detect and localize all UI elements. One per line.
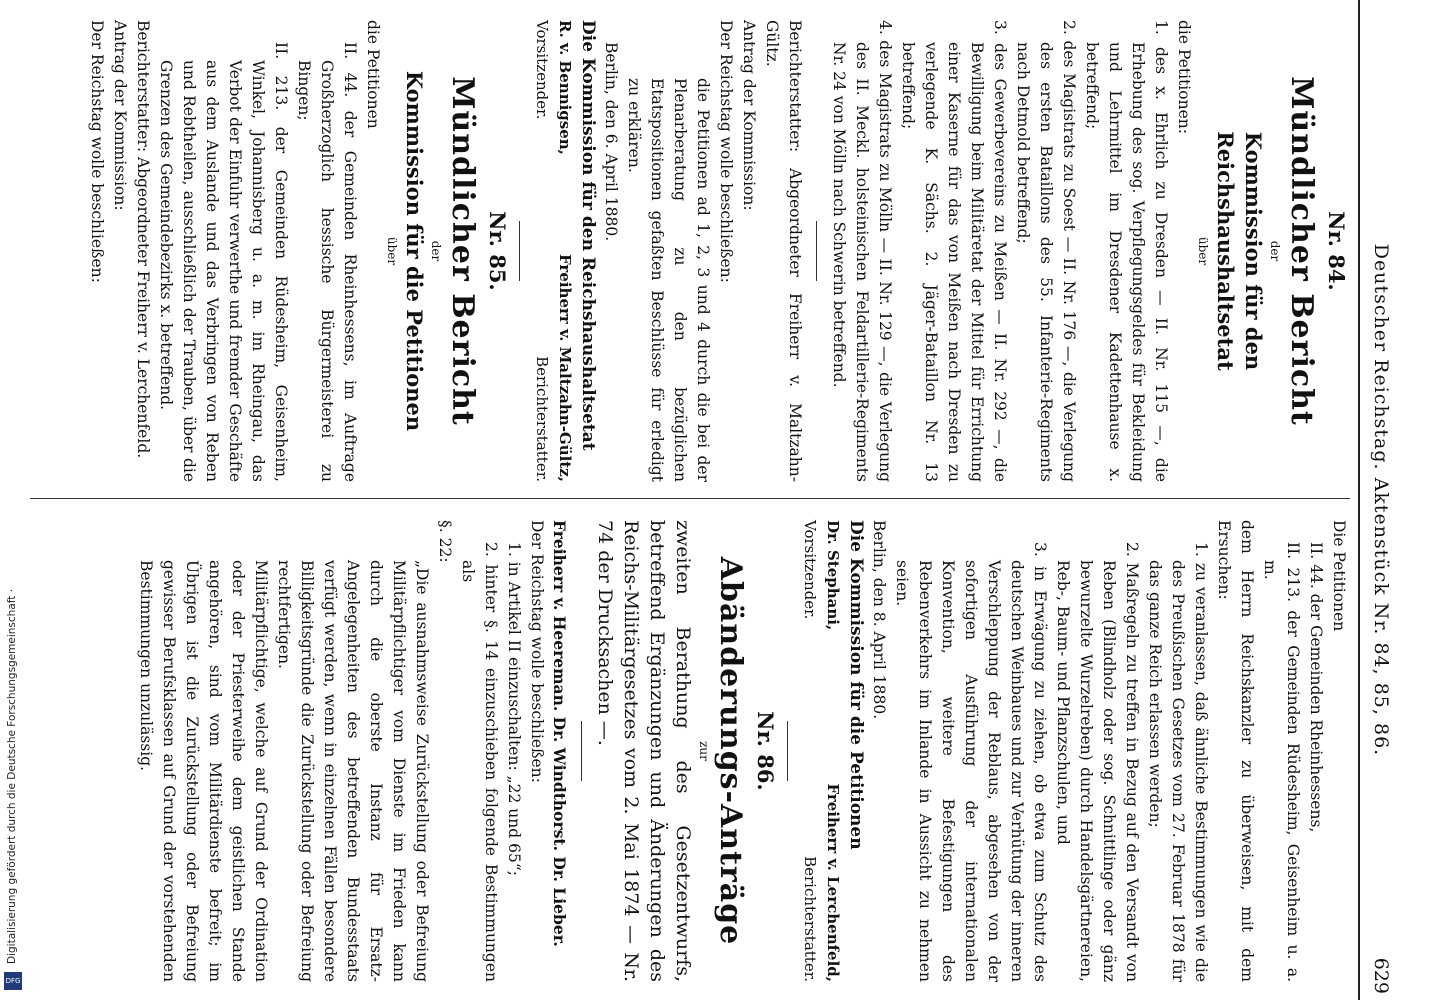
column-divider bbox=[30, 498, 1350, 499]
doc-number-84: Nr. 84. bbox=[1324, 211, 1349, 291]
funding-note: Digitalisierung gefördert durch die Deutsche Forschungsgemeinschaft · bbox=[6, 588, 18, 964]
heading-85-ueber: über bbox=[385, 236, 399, 266]
signer-reporter-role-85: Berichterstatter. bbox=[801, 856, 819, 982]
request-item: 2. Maßregeln zu treffen in Bezug auf den Versandt von Reben (Blindholz oder sog. Schnittlinge oder gänz bewurzelte Wurzelreben) durch Handelsgärtnereien, Reb-, Baum- und Pflanzschulen, und bbox=[1054, 542, 1141, 982]
signer-chair-85: Dr. Stephani, bbox=[824, 520, 842, 631]
resolution-text-84: die Petitionen ad 1, 2, 3 und 4 durch die bei der Plenarberatung zu den bezüglichen Etatspositionen gefaßten Beschlüsse für erledigt zu erklären. bbox=[625, 78, 712, 482]
signer-reporter-84: Freiherr v. Maltzahn-Gültz, bbox=[556, 254, 574, 482]
amendment-item: 1. in Artikel II einzuschalten: „22 und 65“; bbox=[505, 542, 523, 876]
petition-item: 2. des Magistrats zu Soest — II. Nr. 176 —, die Verlegung des ersten Bataillons des 55. Infanterie-Regiments nach Detmold betreffend; bbox=[1014, 20, 1078, 482]
heading-86: Abänderungs-Anträge bbox=[713, 556, 748, 946]
separator bbox=[581, 721, 582, 781]
commission-84: Die Kommission für den Reichshaushaltsetat bbox=[578, 20, 598, 451]
request-item: 1. zu veranlassen, daß ähnliche Bestimmungen wie die des Preußischen Gesetzes vom 27. Februar 1878 für das ganze Reich erlassen werden; bbox=[1146, 542, 1210, 982]
heading-84: Mündlicher Bericht bbox=[1284, 76, 1319, 426]
quote-1: „Die ausnahmsweise Zurückstellung oder Befreiung Militärpflichtiger vom Dienste im Frieden kann durch die oberste Instanz für Ersatz-Angelegenheiten des betreffenden Bundesstaats verfügt werden, wenn in einzelnen Fällen besondere Billigkeitsgründe die Zurückstellung oder Befreiung rechtfertigen. bbox=[275, 560, 431, 982]
heading-86-zur: zur bbox=[697, 741, 711, 761]
motion-85: Antrag der Kommission: bbox=[111, 20, 129, 211]
signer-reporter-role-84: Berichterstatter. bbox=[533, 356, 551, 482]
commission-85: Die Kommission für die Petitionen bbox=[846, 520, 866, 850]
signers-86: Freiherr v. Heereman. Dr. Windthorst. Dr. Lieber. bbox=[550, 520, 569, 947]
signer-chair-84: R. v. Bennigsen, bbox=[556, 20, 574, 155]
signer-reporter-85: Freiherr v. Lerchenfeld, bbox=[824, 783, 842, 982]
heading-85-der: der bbox=[429, 240, 443, 262]
resolve-85: Der Reichstag wolle beschließen: bbox=[88, 20, 106, 283]
page bbox=[10, 0, 1410, 1000]
separator bbox=[787, 721, 788, 781]
petition-item: II. 44. der Gemeinden Rheinhessens, bbox=[1307, 542, 1325, 833]
petition-item: 3. des Gewerbevereins zu Meißen — II. Nr. 292 —, die Bewilligung beim Militäretat der Mittel für Errichtung einer Kaserne für das von Meißen nach Dresden zu verlegende K. Sächs. 2. Jäger-Bataillon Nr. 13 betreffend; bbox=[899, 20, 1009, 482]
dfg-logo: DFG bbox=[4, 972, 22, 990]
motion-84: Antrag der Kommission: bbox=[740, 20, 758, 211]
heading-86-text: zweiten Berathung des Gesetzentwurfs, betreffend Ergänzungen und Änderungen des Reichs-Militärgesetzes vom 2. Mai 1874 — Nr. 74 der Drucksachen —. bbox=[594, 520, 694, 982]
running-header bbox=[1362, 0, 1392, 1000]
resolve-84: Der Reichstag wolle beschließen: bbox=[717, 20, 735, 283]
signatures-84 bbox=[530, 20, 576, 482]
quote-2: Militärpflichtige, welche auf Grund der Ordination oder der Priesterweihe dem geistlichen Stande angehören, sind vom Militärdienste befreit; im Übrigen ist die Zurückstellung oder Befreiung gewisser Berufsklassen auf Grund der vorstehenden Bestimmungen unzulässig. bbox=[137, 560, 270, 982]
request-item: 3. in Erwägung zu ziehen, ob etwa zum Schutz des deutschen Weinbaues und zur Verhütung der inneren Verschleppung der Reblaus, abgesehen von der sofortigen Ausführung der internationalen Konvention, weitere Befestigungen des Rebenverkehrs im Inlande in Aussicht zu nehmen seien. bbox=[893, 542, 1049, 982]
transfer-text: dem Herrn Reichskanzler zu überweisen, mit dem Ersuchen: bbox=[1215, 520, 1256, 982]
heading-85-sub: Kommission für die Petitionen bbox=[402, 70, 427, 432]
page-number: 629 bbox=[1370, 957, 1392, 994]
signatures-85 bbox=[798, 520, 844, 982]
signer-chair-role-84: Vorsitzender. bbox=[533, 20, 551, 120]
header-title: Deutscher Reichstag. Aktenstück Nr. 84, 85, 86. bbox=[1370, 243, 1392, 757]
intro-85: die Petitionen bbox=[364, 20, 382, 129]
right-column bbox=[134, 520, 1350, 982]
intro-84: die Petitionen: bbox=[1175, 20, 1193, 134]
signer-chair-role-85: Vorsitzender. bbox=[801, 520, 819, 620]
heading-85: Mündlicher Bericht bbox=[445, 76, 480, 426]
header-rule bbox=[1358, 0, 1360, 1000]
petition-item: II. 213. der Gemeinden Rüdesheim, Geisenheim, Winkel, Johannisberg u. a. m. im Rheingau, das Verbot der Einfuhr verwerthe und fremder Geschäfte aus dem Auslande und das Verbringen von Reben und Rebtheilen, ausschließlich der Trauben, über die Grenzen des Gemeindebezirks x. betreffend. bbox=[157, 42, 290, 482]
paragraph-label: §. 22: bbox=[436, 520, 454, 563]
heading-84-sub: Kommission für den Reichshaushaltsetat bbox=[1213, 131, 1266, 371]
digitization-footer bbox=[2, 588, 22, 994]
resolve-86: Der Reichstag wolle beschließen: bbox=[528, 520, 546, 783]
separator bbox=[816, 221, 817, 281]
reporter-84: Berichterstatter: Abgeordneter Freiherr v. Maltzahn-Gültz. bbox=[763, 20, 804, 482]
amendment-item: 2. hinter §. 14 einzuschieben folgende Bestimmungen als bbox=[459, 542, 500, 982]
separator bbox=[519, 221, 520, 281]
petition-item: II. 213. der Gemeinden Rüdesheim, Geisenheim u. a. m. bbox=[1261, 542, 1302, 982]
petition-item: 4. des Magistrats zu Mölln — II. Nr. 129 —, die Verlegung des II. Meckl. holsteinischen Feldartillerie-Regiments Nr. 24 von Mölln nach Schwerin betreffend. bbox=[830, 20, 894, 482]
reporter-85: Berichterstatter: Abgeordneter Freiherr v. Lerchenfeld. bbox=[134, 20, 152, 459]
heading-84-der: der bbox=[1268, 240, 1282, 262]
doc-number-86: Nr. 86. bbox=[753, 711, 778, 791]
left-column bbox=[85, 20, 1350, 482]
date-84: Berlin, den 6. April 1880. bbox=[602, 42, 620, 242]
heading-84-ueber: über bbox=[1196, 236, 1210, 266]
date-85: Berlin, den 8. April 1880. bbox=[870, 520, 888, 720]
petitions-intro: Die Petitionen bbox=[1330, 520, 1348, 632]
doc-number-85: Nr. 85. bbox=[485, 211, 510, 291]
petition-item: 1. des x. Ehrlich zu Dresden — II. Nr. 115 —, die Erhebung des sog. Verpflegungsgeldes für Bekleidung und Lehrmittel im Dresdener Kadettenhause x. betreffend; bbox=[1083, 20, 1170, 482]
petition-item: II. 44. der Gemeinden Rheinhessens, im Auftrage Großherzoglich hessische Bürgermeisterei zu Bingen; bbox=[295, 42, 359, 482]
